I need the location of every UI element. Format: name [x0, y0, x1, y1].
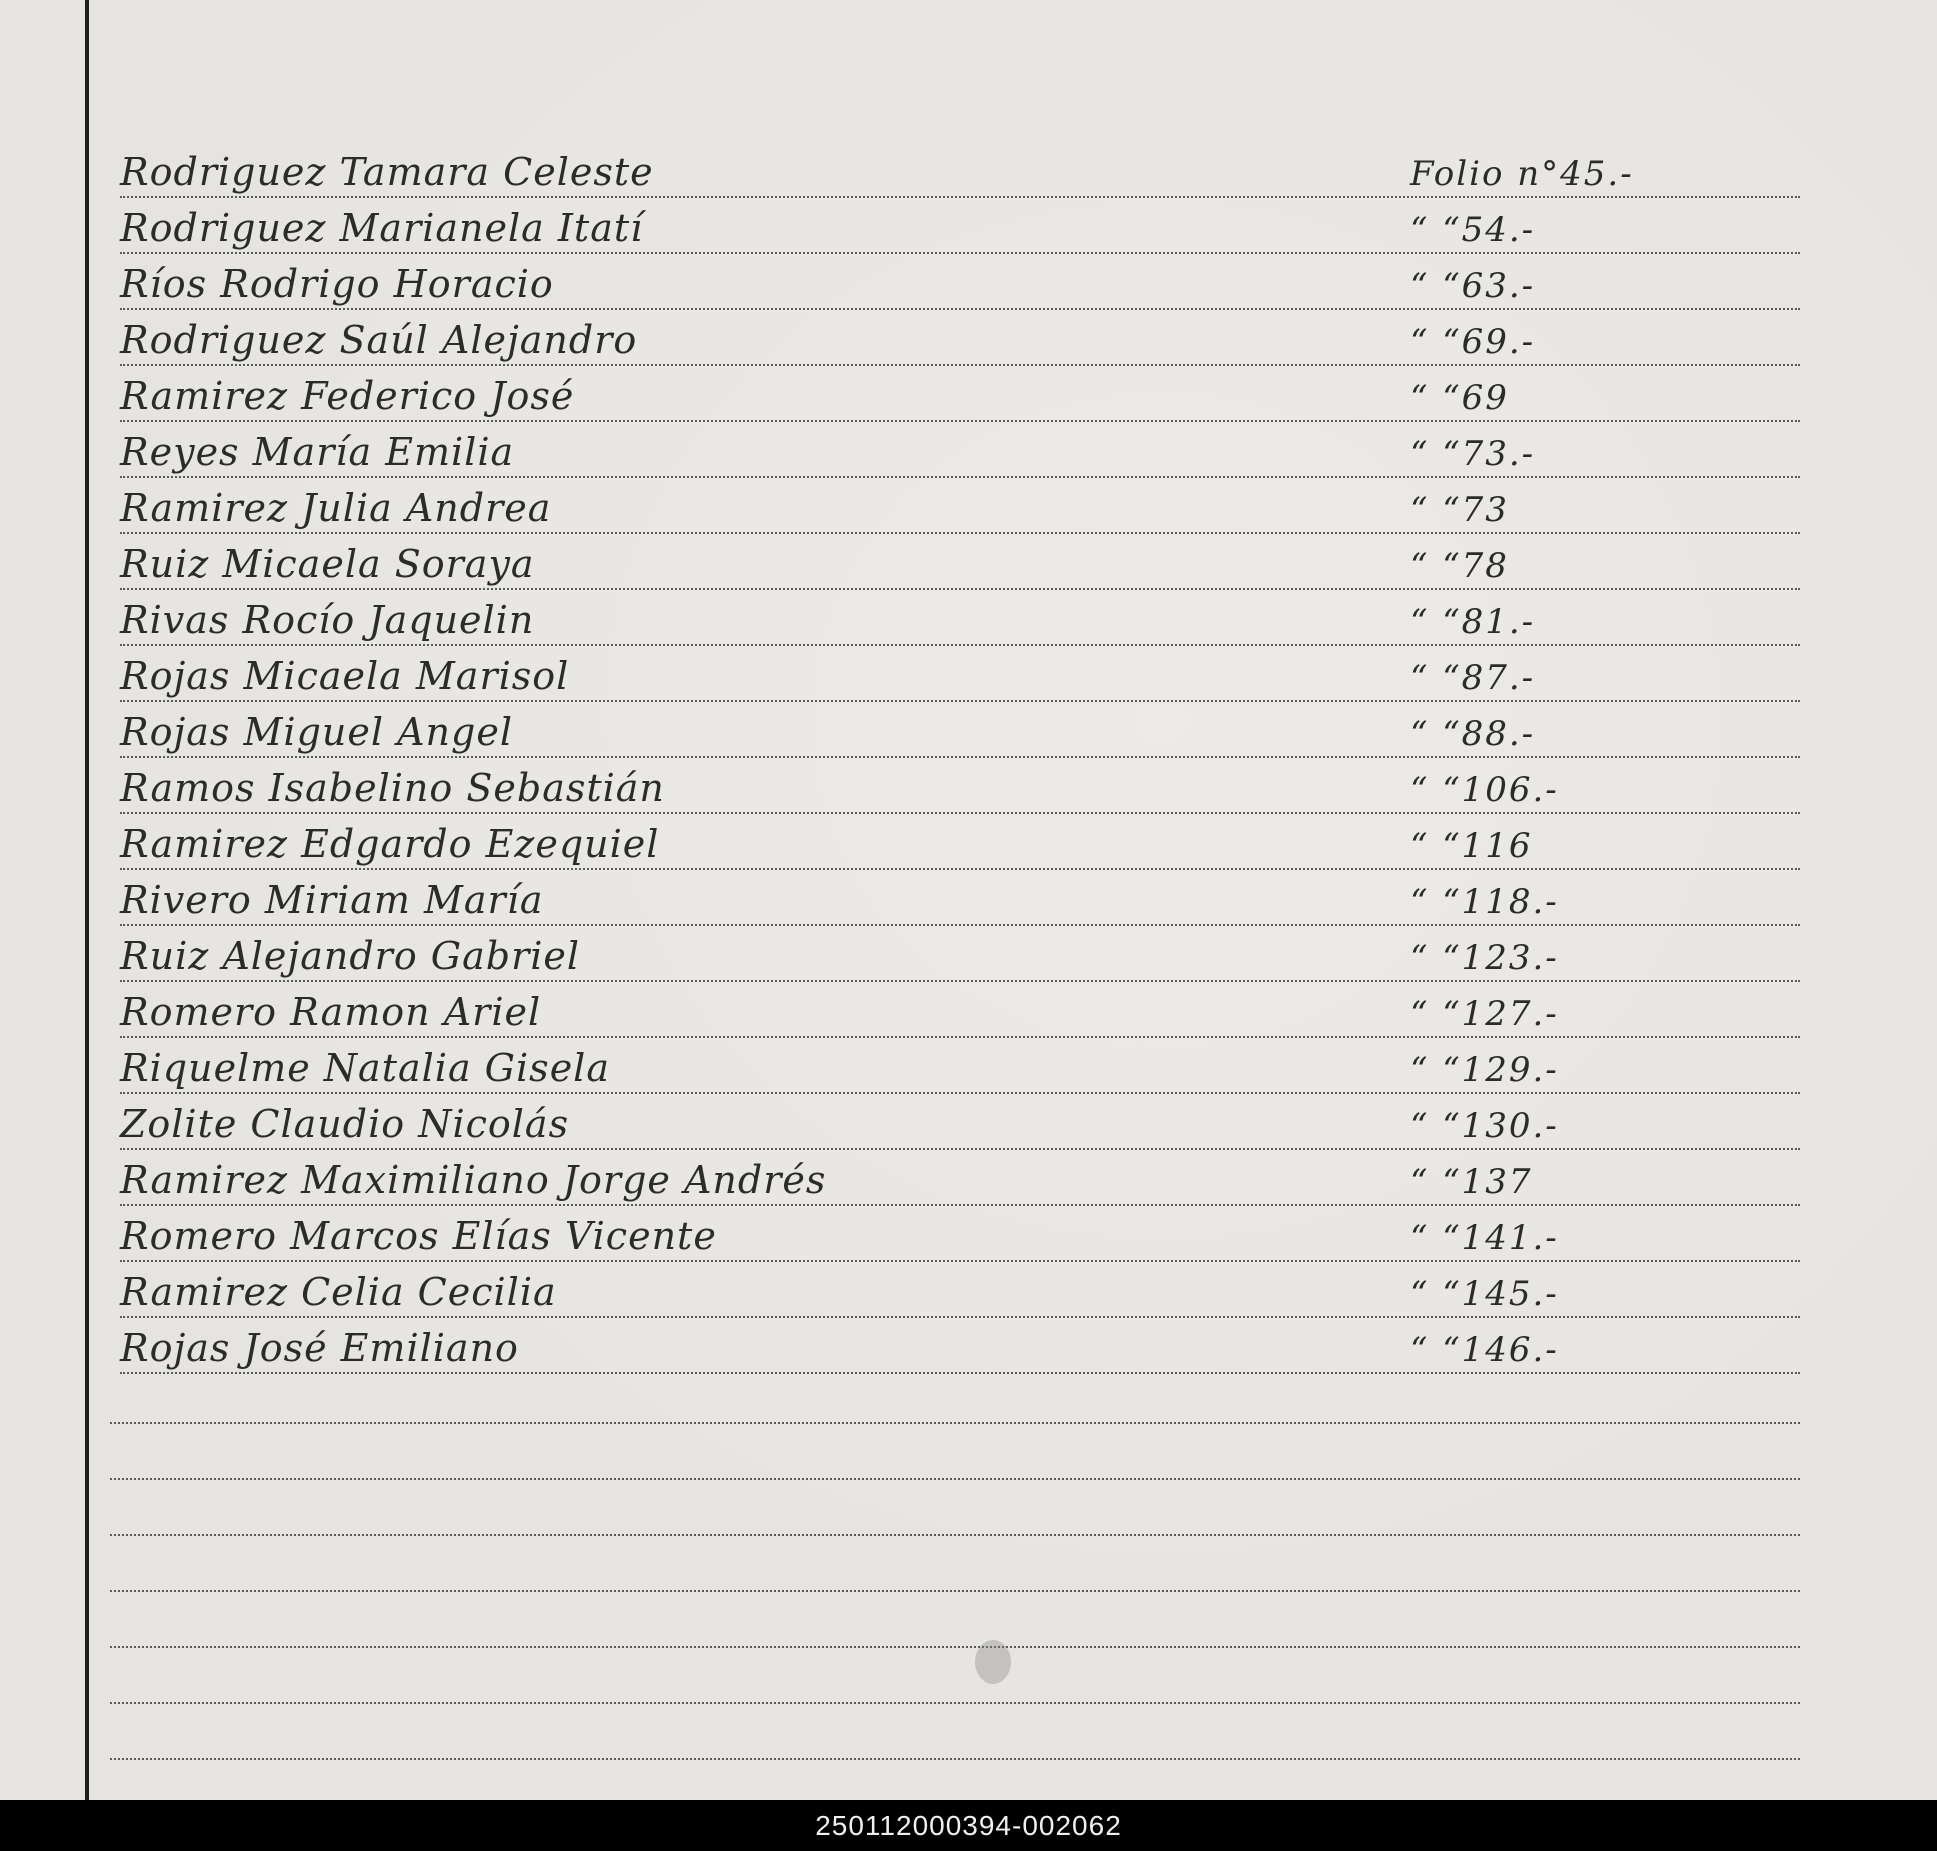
entry-folio: “ “81.-	[1410, 602, 1536, 642]
list-item	[120, 1260, 1800, 1318]
footer-bar	[0, 1800, 1937, 1851]
list-item	[120, 700, 1800, 758]
entry-name: Riquelme Natalia Gisela	[120, 1046, 610, 1090]
list-item	[120, 756, 1800, 814]
list-item	[120, 868, 1800, 926]
blank-ruled-line	[110, 1756, 1800, 1760]
entry-name: Rivero Miriam María	[120, 878, 544, 922]
entry-folio: “ “73.-	[1410, 434, 1536, 474]
blank-ruled-line	[110, 1476, 1800, 1480]
entry-name: Rodriguez Tamara Celeste	[120, 150, 654, 194]
entry-folio: “ “54.-	[1410, 210, 1536, 250]
entry-name: Ruiz Micaela Soraya	[120, 542, 535, 586]
entry-name: Rodriguez Marianela Itatí	[120, 206, 644, 250]
entry-folio: “ “127.-	[1410, 994, 1559, 1034]
entry-name: Zolite Claudio Nicolás	[120, 1102, 570, 1146]
blank-ruled-line	[110, 1644, 1800, 1648]
entry-name: Rojas Miguel Angel	[120, 710, 513, 754]
entry-name: Romero Marcos Elías Vicente	[120, 1214, 717, 1258]
list-item	[120, 1316, 1800, 1374]
blank-ruled-line	[110, 1700, 1800, 1704]
entry-folio: Folio n°45.-	[1410, 154, 1634, 194]
list-item	[120, 532, 1800, 590]
entry-name: Ramirez Federico José	[120, 374, 575, 418]
entry-folio: “ “123.-	[1410, 938, 1559, 978]
list-item	[120, 364, 1800, 422]
list-item	[120, 308, 1800, 366]
entry-name: Rojas Micaela Marisol	[120, 654, 570, 698]
blank-ruled-line	[110, 1532, 1800, 1536]
entry-name: Ruiz Alejandro Gabriel	[120, 934, 581, 978]
list-item	[120, 812, 1800, 870]
list-item	[120, 1204, 1800, 1262]
entry-name: Ramirez Maximiliano Jorge Andrés	[120, 1158, 827, 1202]
entry-folio: “ “106.-	[1410, 770, 1559, 810]
entry-folio: “ “78	[1410, 546, 1509, 586]
entry-folio: “ “69	[1410, 378, 1509, 418]
list-item	[120, 1092, 1800, 1150]
entry-name: Romero Ramon Ariel	[120, 990, 542, 1034]
entry-folio: “ “130.-	[1410, 1106, 1559, 1146]
list-item	[120, 1148, 1800, 1206]
entry-folio: “ “88.-	[1410, 714, 1536, 754]
entry-name: Ramirez Julia Andrea	[120, 486, 552, 530]
entry-folio: “ “141.-	[1410, 1218, 1559, 1258]
ink-smudge	[975, 1640, 1011, 1684]
entry-folio: “ “69.-	[1410, 322, 1536, 362]
entry-name: Ramos Isabelino Sebastián	[120, 766, 665, 810]
entry-folio: “ “73	[1410, 490, 1509, 530]
entry-name: Ríos Rodrigo Horacio	[120, 262, 554, 306]
list-item	[120, 588, 1800, 646]
entry-name: Ramirez Celia Cecilia	[120, 1270, 557, 1314]
entry-name: Rojas José Emiliano	[120, 1326, 519, 1370]
list-item	[120, 1036, 1800, 1094]
blank-ruled-line	[110, 1588, 1800, 1592]
list-item	[120, 252, 1800, 310]
blank-ruled-line	[110, 1420, 1800, 1424]
entry-folio: “ “63.-	[1410, 266, 1536, 306]
entry-folio: “ “129.-	[1410, 1050, 1559, 1090]
list-item	[120, 140, 1800, 198]
list-item	[120, 476, 1800, 534]
entry-name: Rodriguez Saúl Alejandro	[120, 318, 638, 362]
entry-folio: “ “118.-	[1410, 882, 1559, 922]
entry-folio: “ “146.-	[1410, 1330, 1559, 1370]
list-item	[120, 980, 1800, 1038]
list-item	[120, 644, 1800, 702]
list-item	[120, 196, 1800, 254]
entry-folio: “ “137	[1410, 1162, 1533, 1202]
list-item	[120, 420, 1800, 478]
entry-folio: “ “87.-	[1410, 658, 1536, 698]
list-item	[120, 924, 1800, 982]
entry-name: Ramirez Edgardo Ezequiel	[120, 822, 660, 866]
document-code: 250112000394-002062	[815, 1810, 1122, 1841]
entry-name: Reyes María Emilia	[120, 430, 515, 474]
entry-name: Rivas Rocío Jaquelin	[120, 598, 535, 642]
entry-folio: “ “116	[1410, 826, 1533, 866]
entry-folio: “ “145.-	[1410, 1274, 1559, 1314]
